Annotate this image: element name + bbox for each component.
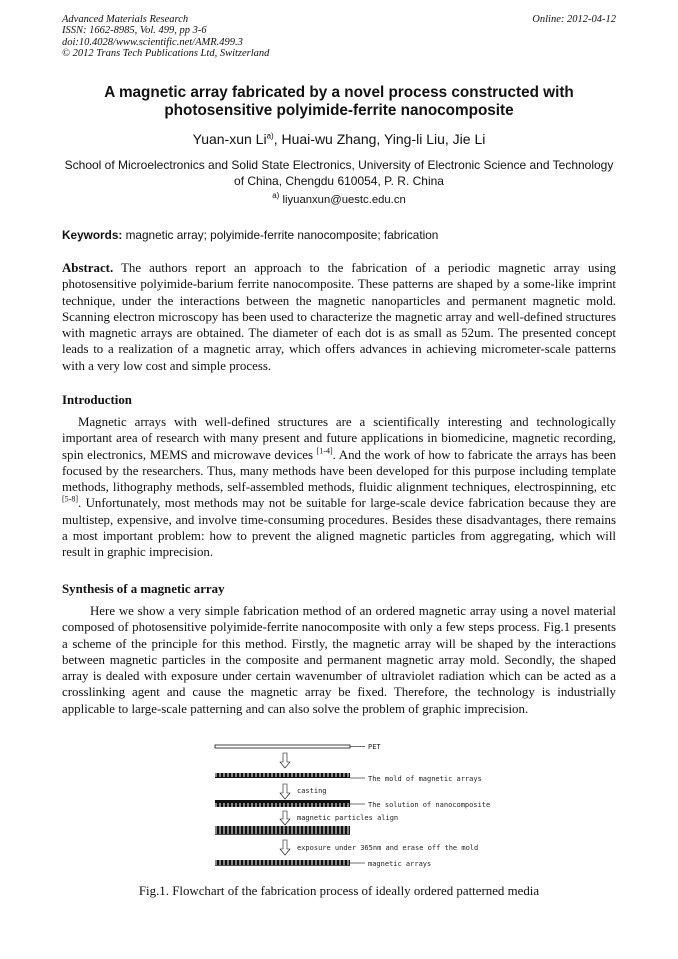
mold-layer <box>215 773 350 777</box>
abstract-text: The authors report an approach to the fabrication of a periodic magnetic array using photosensitive polyimide-barium ferrite nanocomposite. These patterns are shaped by a some-like imprint technique, under the interactions between the magnetic nanoparticles and permanent magnetic mold. Scanning electron microscopy has been used to characterize the magnetic array and well-defined structures with magnetic arrays are obtained. The diameter of each dot is as small as 52um. The presented concept leads to a realization of a magnetic array, which offers advances in achieving micrometer-scale patterns with a very low cost and simple process. <box>62 261 616 373</box>
issn-line: ISSN: 1662-8985, Vol. 499, pp 3-6 <box>62 25 207 37</box>
online-date: Online: 2012-04-12 <box>532 14 616 25</box>
down-arrow-icon <box>280 753 290 768</box>
synthesis-paragraph: Here we show a very simple fabrication method of an ordered magnetic array using a novel material composed of photosensitive polyimide-ferrite nanocomposite with only a few steps process. Fig.1 presents a scheme of the principle for this method. Firstly, the magnetic array will be shaped by the interactions between magnetic particles in the composite and permanent magnetic array mold. Secondly, the shaped array is dealed with exposure under certain wavenumber of ultraviolet radiation which can be acted as a crosslinking agent and cause the magnetic array be fixed. Therefore, the technology is industrially applicable to large-scale patterning and can also solve the problem of graphic imprecision. <box>62 604 616 716</box>
label-pet: PET <box>368 743 381 751</box>
doi-link[interactable]: doi:10.4028/www.scientific.net/AMR.499.3 <box>62 36 243 48</box>
down-arrow-icon <box>280 784 290 799</box>
down-arrow-icon <box>280 811 290 825</box>
intro-text-1: Magnetic arrays with well-defined structures are a scientifically interesting and technologically important area of research with many present and future applications in biomedicine, magnetic recording, spin electronics, MEMS and microwave devices <box>62 415 616 462</box>
keywords-text: magnetic array; polyimide-ferrite nanocomposite; fabrication <box>122 228 439 242</box>
label-mold: The mold of magnetic arrays <box>368 775 482 783</box>
aligned-layer <box>215 826 350 830</box>
other-authors: , Huai-wu Zhang, Ying-li Liu, Jie Li <box>273 131 486 147</box>
citation-ref[interactable]: [5-8] <box>62 495 78 505</box>
abstract <box>62 260 616 374</box>
keywords-label: Keywords: <box>62 228 123 242</box>
author-mark: a) <box>266 131 274 141</box>
solution-layer <box>215 800 350 803</box>
journal-name: Advanced Materials Research <box>62 14 189 25</box>
label-exposure: exposure under 365nm and erase off the mold <box>297 844 479 852</box>
synthesis-heading: Synthesis of a magnetic array <box>62 582 225 596</box>
fabrication-flowchart <box>200 740 500 880</box>
citation-ref[interactable]: [1-4] <box>316 446 333 456</box>
copyright-line: © 2012 Trans Tech Publications Ltd, Switzerland <box>62 47 270 59</box>
email-address[interactable]: liyuanxun@uestc.edu.cn <box>282 194 406 206</box>
first-author: Yuan-xun Li <box>192 131 267 147</box>
introduction-heading: Introduction <box>62 393 132 407</box>
down-arrow-icon <box>280 840 290 855</box>
paper-title: A magnetic array fabricated by a novel process constructed with photosensitive polyimide-ferrite nanocomposite <box>104 84 574 119</box>
label-arrays: magnetic arrays <box>368 860 432 868</box>
author-list <box>62 130 616 148</box>
keywords <box>62 228 438 242</box>
email-line <box>62 193 616 207</box>
journal-header <box>62 14 269 59</box>
magnetic-arrays-layer <box>215 860 350 865</box>
introduction-paragraph <box>62 414 616 561</box>
pet-film <box>215 745 350 748</box>
figure-caption: Fig.1. Flowchart of the fabrication process of ideally ordered patterned media <box>138 884 540 898</box>
affiliation: School of Microelectronics and Solid State Electronics, University of Electronic Science and Technology of China, Chengdu 610054, P. R. China <box>64 158 614 188</box>
intro-text-3: . Unfortunately, most methods may not be suitable for large-scale device fabrication because they are multistep, expensive, and involve time-consuming procedures. Besides these disadvantages, there remains a most important problem: how to prevent the aligned magnetic particles from aggregating, which will result in graphic imprecision. <box>62 496 616 560</box>
abstract-label: Abstract. <box>62 261 114 275</box>
label-align: magnetic particles align <box>297 814 399 822</box>
intro-text-2: . And the work of how to fabricate the arrays has been focused by the researchers. Thus, many methods have been developed for this purpose including template methods, lithography methods, self-assembled methods, fluidic alignment techniques, electrospinning, etc <box>62 447 617 495</box>
label-solution: The solution of nanocomposite <box>368 801 491 809</box>
label-casting: casting <box>297 787 327 795</box>
email-mark: a) <box>272 191 280 201</box>
